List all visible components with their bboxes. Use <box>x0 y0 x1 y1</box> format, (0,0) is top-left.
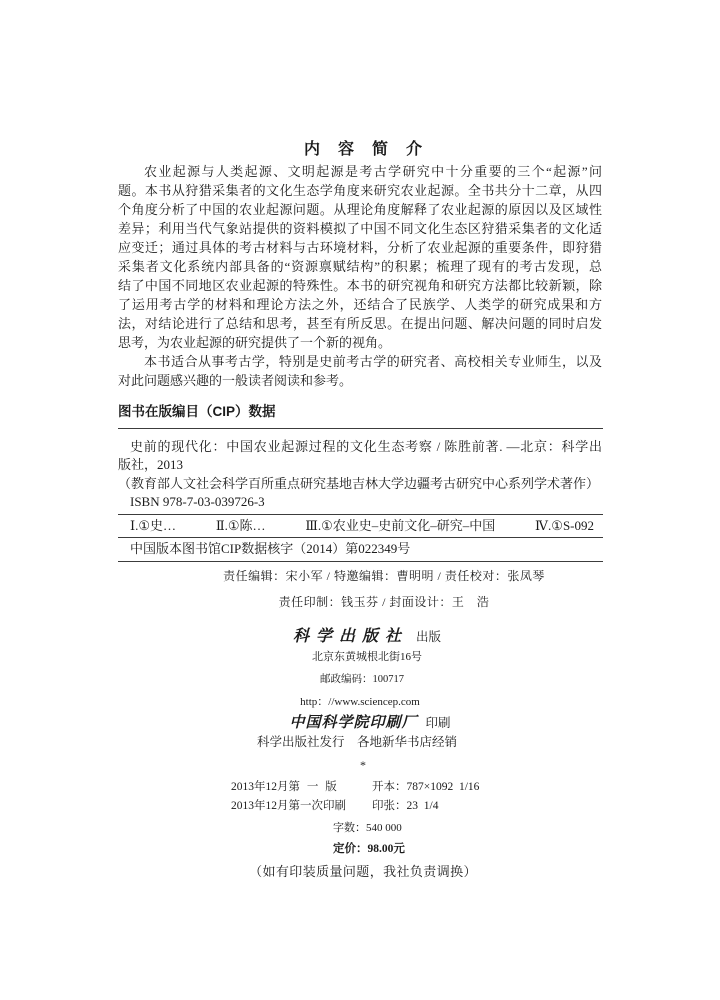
cip-title-line: 史前的现代化：中国农业起源过程的文化生态考察 / 陈胜前著. —北京：科学出 <box>130 439 602 454</box>
cip-rule-lower <box>118 537 603 538</box>
editor-credits: 责任编辑：宋小军 / 特邀编辑：曹明明 / 责任校对：张凤琴 <box>223 569 545 583</box>
summary-line: 采集者文化系统内部具备的“资源禀赋结构”的积累；梳理了现有的考古发现，总 <box>118 259 602 274</box>
cip-class-entry: Ⅲ.①农业史–史前文化–研究–中国 <box>305 518 496 533</box>
cip-series-line: （教育部人文社会科学百所重点研究基地吉林大学边疆考古研究中心系列学术著作） <box>118 475 600 491</box>
edition-date: 2013年12月第 一 版 <box>231 781 337 793</box>
printing-date: 2013年12月第一次印刷 <box>231 800 346 812</box>
cip-rule-top <box>118 428 603 429</box>
summary-line: 结了中国不同地区农业起源的特殊性。本书的研究视角和研究方法都比较新颖，除 <box>118 278 602 293</box>
cip-isbn: ISBN 978-7-03-039726-3 <box>130 493 265 509</box>
printer-role: 印刷 <box>425 716 451 730</box>
cip-classification <box>130 517 594 535</box>
summary-line: 题。本书从狩猎采集者的文化生态学角度来研究农业起源。全书共分十二章，从四 <box>118 183 602 198</box>
summary-line: 了运用考古学的材料和理论方法之外，还结合了民族学、人类学的研究成果和方 <box>118 297 602 312</box>
summary-paragraph <box>118 162 602 352</box>
cip-class-entry: Ⅳ.①S-092 <box>535 518 594 533</box>
publisher-website: http：//www.sciencep.com <box>300 696 420 708</box>
summary-line: 农业起源与人类起源、文明起源是考古学研究中十分重要的三个“起源”问 <box>144 164 602 179</box>
printing-row <box>0 798 720 814</box>
cip-number: 中国版本图书馆CIP数据核字（2014）第022349号 <box>130 541 411 556</box>
summary-line: 应变迁；通过具体的考古材料与古环境材料，分析了农业起源的重要条件，即狩猎 <box>118 240 602 255</box>
summary-title: 内 容 简 介 <box>303 141 429 158</box>
cip-heading: 图书在版编目（CIP）数据 <box>118 404 276 419</box>
publisher-logo: 科学出版社 <box>292 628 408 645</box>
cip-title-line-continued: 版社，2013 <box>118 457 184 473</box>
printed-sheets: 印张：23 1/4 <box>372 800 439 812</box>
production-credits: 责任印制：钱玉芬 / 封面设计：王 浩 <box>278 595 490 609</box>
summary-line: 法，对结论进行了总结和思考，甚至有所反思。在提出问题、解决问题的同时启发 <box>118 316 602 331</box>
publisher-postcode: 邮政编码：100717 <box>320 674 404 685</box>
separator-star: * <box>360 758 366 772</box>
distribution: 科学出版社发行 各地新华书店经销 <box>256 735 457 749</box>
cip-rule-middle <box>118 514 603 515</box>
word-count: 字数：540 000 <box>333 822 402 834</box>
cip-class-entry: Ⅰ.①史… <box>130 518 177 533</box>
cip-class-entry: Ⅱ.①陈… <box>215 518 266 533</box>
book-format: 开本：787×1092 1/16 <box>372 781 480 793</box>
publisher-line <box>0 627 720 647</box>
summary-line: 本书适合从事考古学，特别是史前考古学的研究者、高校相关专业师生，以及 <box>144 354 602 369</box>
cip-record <box>118 438 602 511</box>
quality-notice: （如有印装质量问题，我社负责调换） <box>249 864 477 879</box>
printer-line <box>0 713 720 733</box>
summary-body <box>118 162 602 390</box>
publisher-role: 出版 <box>416 630 442 644</box>
edition-row <box>0 779 720 795</box>
summary-line: 个角度分析了中国的农业起源问题。从理论角度解释了农业起源的原因以及区域性 <box>118 202 602 217</box>
cip-rule-bottom <box>118 561 603 562</box>
summary-line: 思考，为农业起源的研究提供了一个新的视角。 <box>118 335 392 350</box>
publisher-address: 北京东黄城根北街16号 <box>312 651 422 663</box>
printer-logo: 中国科学院印刷厂 <box>289 715 418 731</box>
summary-line: 差异；利用当代气象站提供的资料模拟了中国不同文化生态区狩猎采集者的文化适 <box>118 221 602 236</box>
summary-paragraph <box>118 352 602 390</box>
summary-line: 对此问题感兴趣的一般读者阅读和参考。 <box>118 373 353 388</box>
price: 定价：98.00元 <box>333 843 405 855</box>
